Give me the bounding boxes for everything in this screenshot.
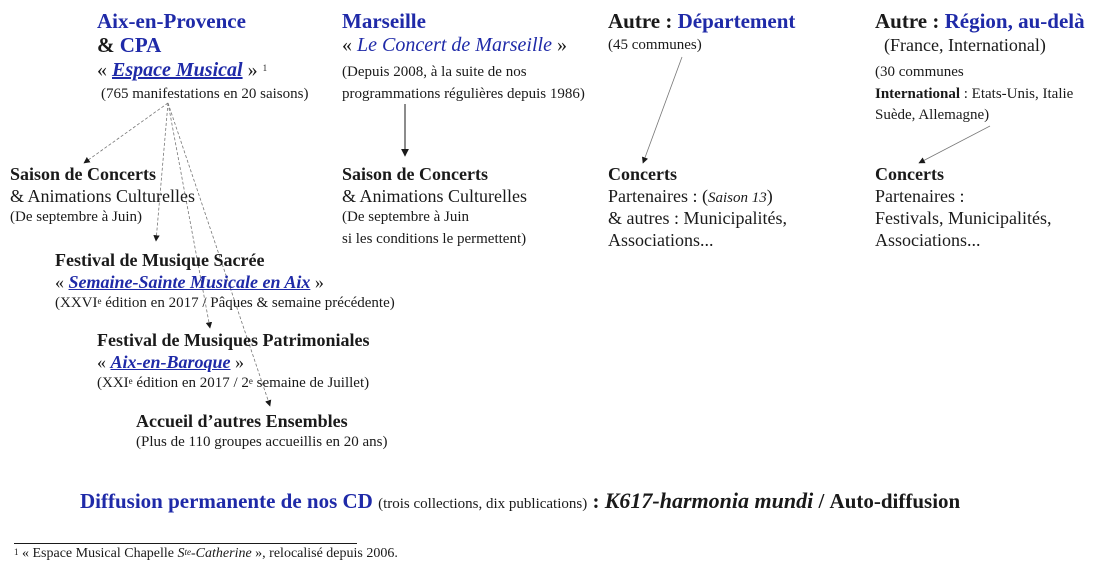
- sacree-head: Festival de Musique Sacrée: [55, 250, 265, 270]
- region-concerts-line2: Festivals, Municipalités,: [875, 208, 1052, 228]
- arrow-aix-to-saison: [84, 103, 168, 163]
- diffusion-label: K617-harmonia mundi: [604, 488, 814, 513]
- marseille-quote-open: «: [342, 34, 352, 56]
- marseille-saison-line2: (De septembre à Juin: [342, 209, 470, 225]
- departement-line1: (45 communes): [608, 37, 702, 53]
- aix-cpa: CPA: [119, 33, 162, 57]
- sacree-quote-open: «: [55, 272, 64, 292]
- marseille-saison-head: Saison de Concerts: [342, 164, 489, 184]
- marseille-saison-line3: si les conditions le permettent): [342, 231, 527, 247]
- region-title: Région, au-delà: [944, 9, 1085, 33]
- patrimoniales-detail-c: semaine de Juillet): [252, 375, 370, 391]
- marseille-line1: (Depuis 2008, à la suite de nos: [342, 64, 527, 80]
- dept-concerts-line1: [608, 185, 773, 209]
- region-intl-rest: : Etats-Unis, Italie: [963, 86, 1074, 102]
- marseille-saison-line1: & Animations Culturelles: [342, 186, 527, 206]
- region-concerts-head: Concerts: [875, 164, 944, 184]
- region-line1: (France, International): [884, 35, 1046, 55]
- aix-espace-name: Espace Musical: [112, 59, 243, 81]
- aix-footnote-ref: 1: [262, 63, 268, 73]
- aix-cpa-line: [97, 33, 161, 57]
- sacree-detail-a: (XXVI: [55, 295, 98, 311]
- arrow-aix-to-sacree: [156, 103, 168, 241]
- patrimoniales-detail-sup2: e: [248, 376, 253, 386]
- dept-saison-13: Saison 13: [707, 190, 767, 206]
- aix-title: Aix-en-Provence: [97, 9, 246, 33]
- diffusion-line: [80, 488, 960, 517]
- region-concerts-line1: Partenaires :: [875, 186, 965, 206]
- arrow-departement-to-concerts: [643, 57, 682, 163]
- marseille-line2: programmations régulières depuis 1986): [342, 86, 585, 102]
- region-autre: Autre :: [875, 9, 940, 33]
- patrimoniales-quote-close: »: [235, 352, 245, 372]
- dept-concerts-line2: & autres : Municipalités,: [608, 208, 787, 228]
- accueil-head: Accueil d’autres Ensembles: [136, 411, 348, 431]
- marseille-quote-close: »: [556, 34, 567, 56]
- footnote-rule: [14, 543, 357, 544]
- diffusion-lead: Diffusion permanente de nos CD: [80, 489, 373, 513]
- aix-saison-line1: & Animations Culturelles: [10, 186, 195, 206]
- region-line2: (30 communes: [875, 64, 964, 80]
- dept-concerts-line3: Associations...: [608, 230, 714, 250]
- footnote-text-a: « Espace Musical Chapelle: [22, 546, 178, 561]
- dept-concerts-head: Concerts: [608, 164, 677, 184]
- dept-partenaires-label: Partenaires : (: [608, 186, 708, 206]
- aix-quote-open: «: [97, 59, 107, 81]
- footnote-text-c: », relocalisé depuis 2006.: [251, 546, 398, 561]
- diffusion-colon: :: [592, 489, 600, 513]
- region-concerts-line3: Associations...: [875, 230, 981, 250]
- diffusion-paren: (trois collections, dix publications): [378, 496, 588, 512]
- region-title-line: [875, 9, 1085, 33]
- arrow-region-to-concerts: [919, 126, 990, 163]
- departement-title: Département: [677, 9, 796, 33]
- aix-saison-head: Saison de Concerts: [10, 164, 157, 184]
- region-intl-line: [875, 84, 1073, 105]
- dept-paren-close: ): [766, 186, 773, 206]
- diffusion-auto: Auto-diffusion: [829, 489, 961, 513]
- footnote-text-b: -Catherine: [191, 546, 252, 561]
- footnote: [14, 545, 398, 563]
- patrimoniales-name-line: [97, 351, 244, 373]
- patrimoniales-detail-a: (XXI: [97, 375, 129, 391]
- patrimoniales-quote-open: «: [97, 352, 106, 372]
- aix-stats: (765 manifestations en 20 saisons): [101, 86, 309, 102]
- aix-espace-line: [97, 59, 267, 81]
- region-line3: Suède, Allemagne): [875, 107, 990, 123]
- patrimoniales-detail-sup: e: [128, 376, 133, 386]
- patrimoniales-name: Aix-en-Baroque: [110, 352, 231, 372]
- aix-amp: &: [97, 33, 115, 57]
- aix-quote-close: »: [247, 59, 258, 81]
- patrimoniales-detail-b: édition en 2017 / 2: [132, 375, 249, 391]
- sacree-detail-sup: e: [97, 296, 102, 306]
- marseille-concert-name: Le Concert de Marseille: [357, 34, 552, 56]
- accueil-detail: (Plus de 110 groupes accueillis en 20 ans): [136, 434, 388, 450]
- footnote-num: 1: [14, 547, 19, 557]
- sacree-detail: [55, 293, 395, 314]
- sacree-name-line: [55, 271, 324, 293]
- sacree-name: Semaine-Sainte Musicale en Aix: [68, 272, 311, 292]
- footnote-text-s: S: [177, 546, 185, 561]
- marseille-concert-line: [342, 34, 567, 56]
- patrimoniales-head: Festival de Musiques Patrimoniales: [97, 330, 370, 350]
- patrimoniales-detail: [97, 373, 369, 394]
- sacree-quote-close: »: [314, 272, 324, 292]
- sacree-detail-b: édition en 2017 / Pâques & semaine précédente): [101, 295, 395, 311]
- marseille-title: Marseille: [342, 9, 426, 33]
- diffusion-slash: /: [818, 489, 825, 513]
- departement-autre: Autre :: [608, 9, 673, 33]
- departement-title-line: [608, 9, 795, 33]
- footnote-text-sup: te: [184, 547, 192, 557]
- aix-saison-line2: (De septembre à Juin): [10, 209, 143, 225]
- region-intl-label: International: [875, 86, 961, 102]
